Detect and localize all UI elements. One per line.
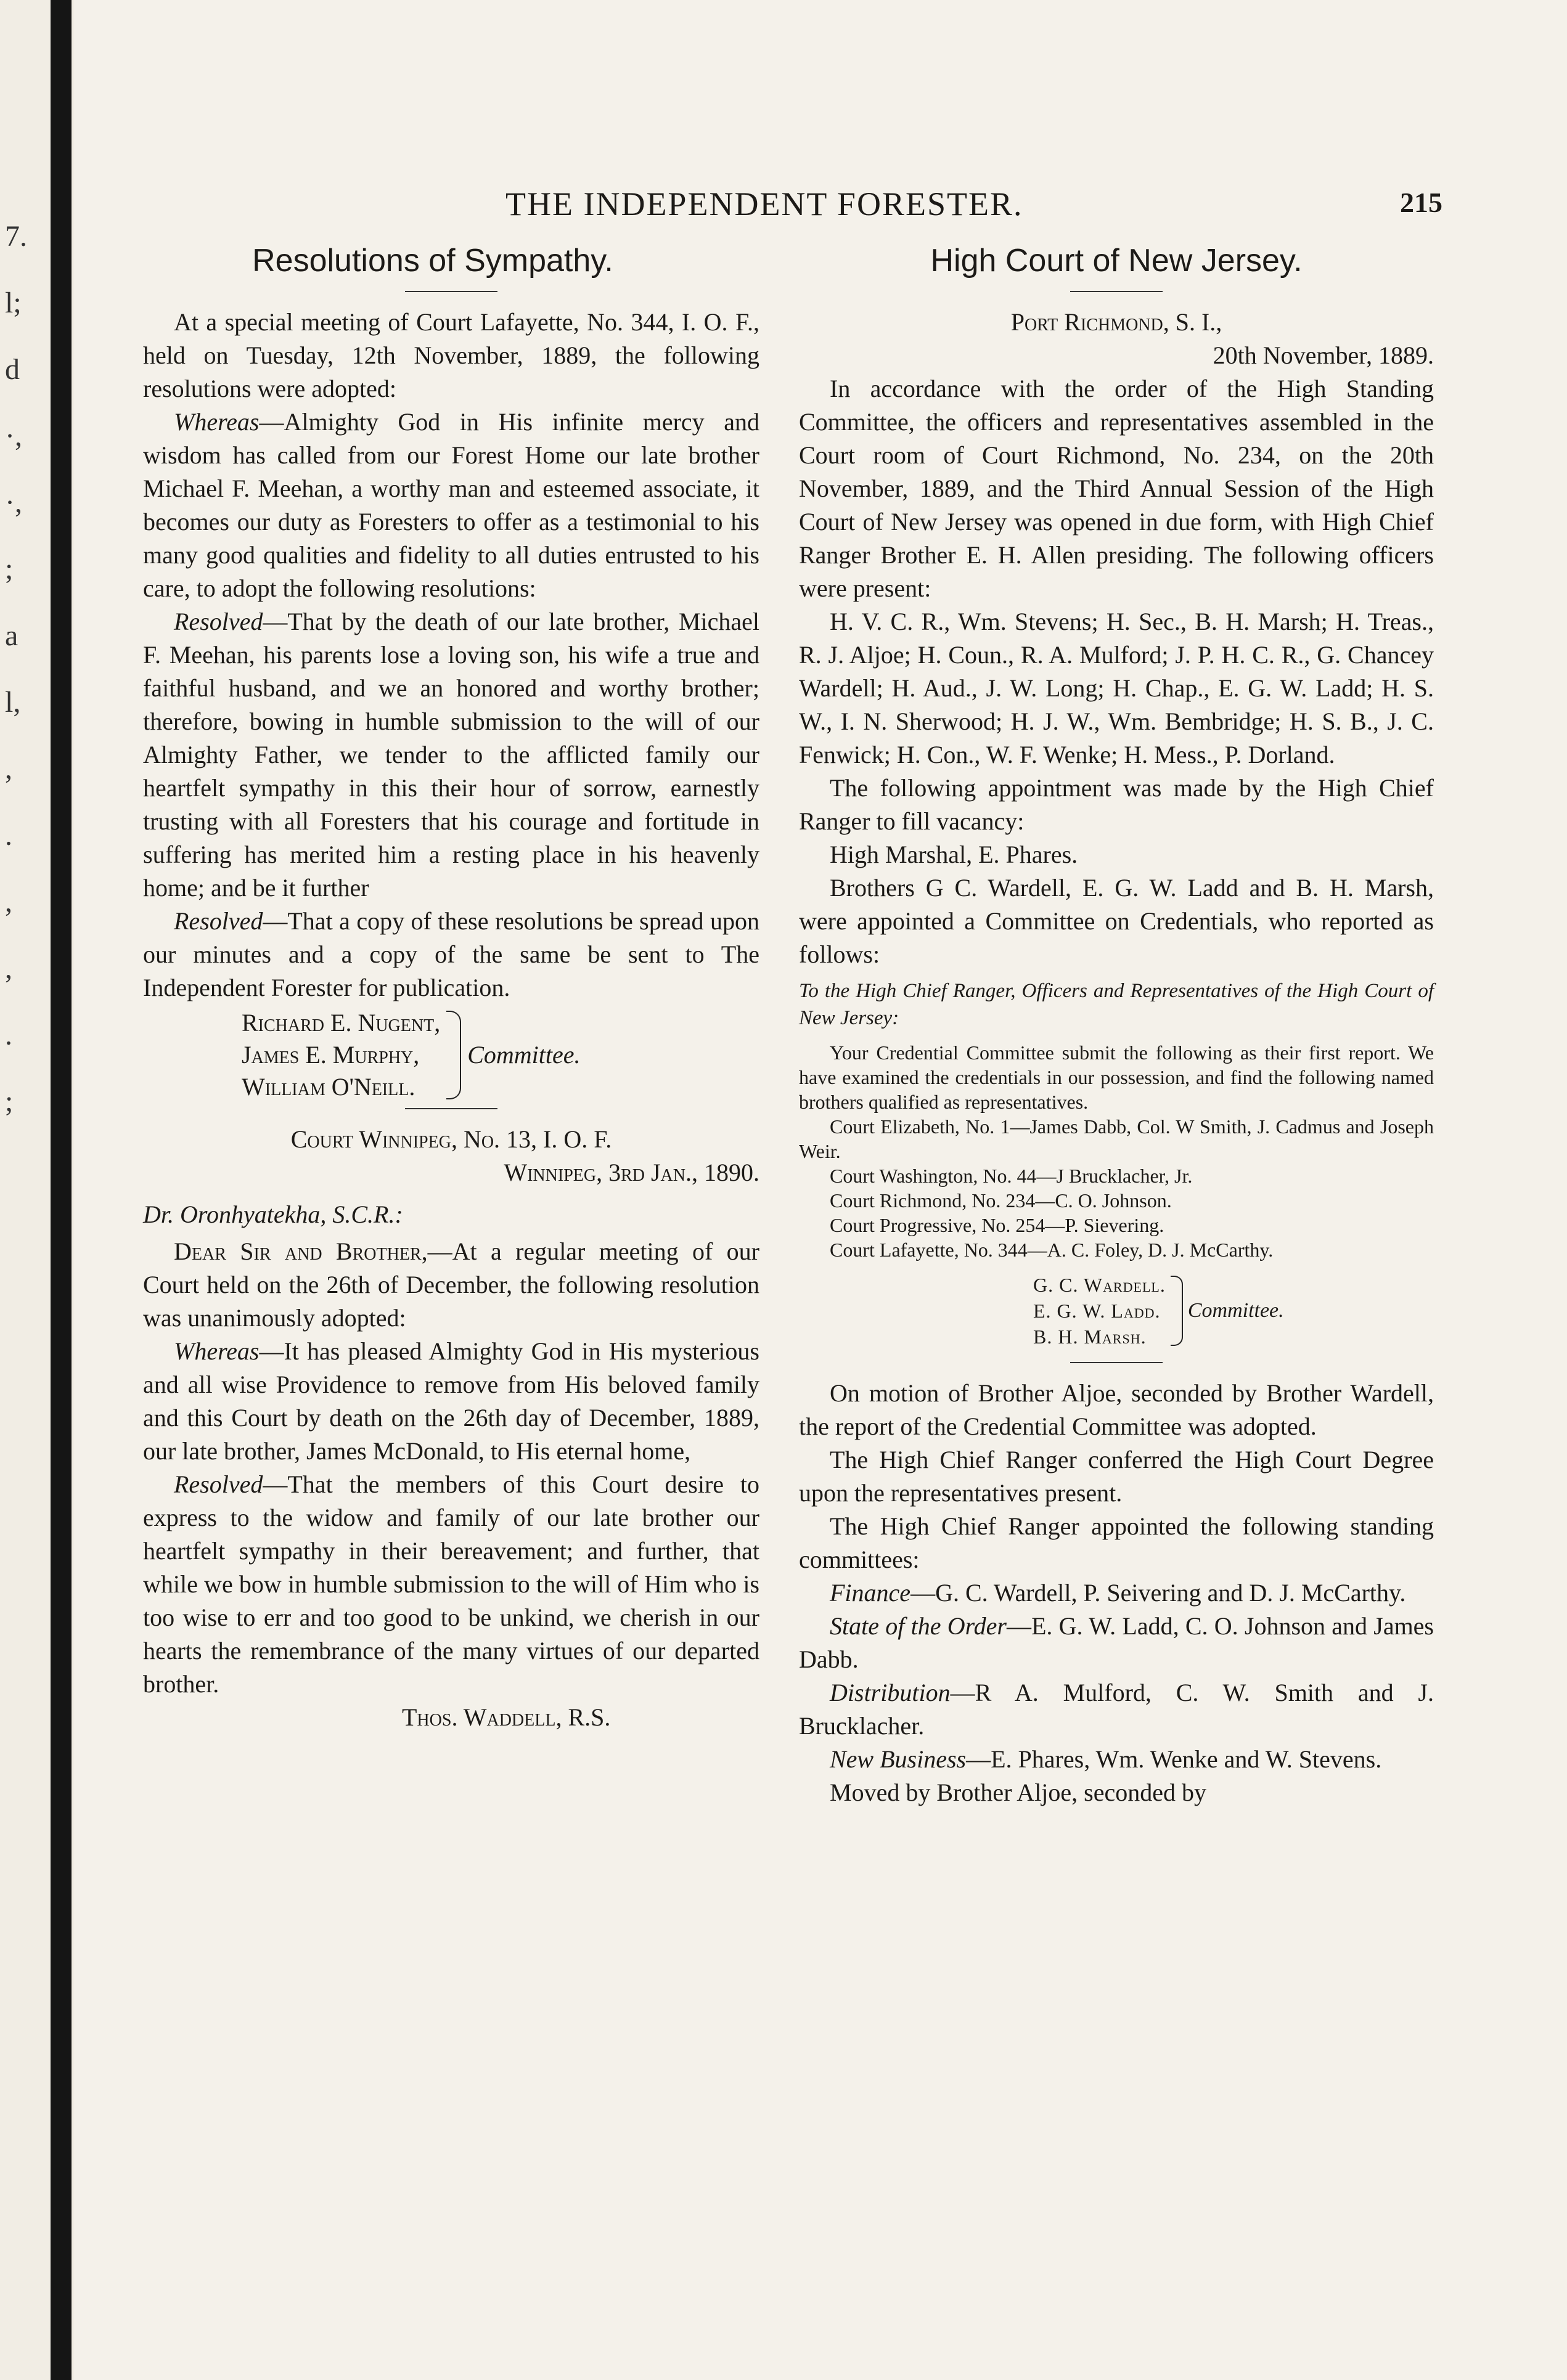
brace: [1171, 1276, 1183, 1346]
committee-name: Finance: [830, 1578, 911, 1607]
publication-title: THE INDEPENDENT FORESTER.: [505, 185, 1023, 222]
divider: [1070, 291, 1163, 292]
whereas-label: Whereas: [174, 1337, 260, 1365]
paragraph-text: —At a regular meeting of our Court held on the 26th of December, the following resolution was unanimously adopted:: [143, 1237, 759, 1332]
committee-entry: [799, 1610, 1434, 1676]
paragraph: [143, 1235, 759, 1335]
paragraph: The High Chief Ranger conferred the High Court Degree upon the representatives present.: [799, 1445, 1434, 1507]
committee-name: State of the Order: [830, 1612, 1007, 1640]
margin-mark: ;: [5, 553, 14, 585]
report-line: Court Richmond, No. 234—C. O. Johnson.: [830, 1189, 1172, 1212]
committee-name: Distribution: [830, 1678, 951, 1706]
committee-member: G. C. Wardell.: [1033, 1273, 1166, 1296]
paragraph: Brothers G C. Wardell, E. G. W. Ladd and B. H. Marsh, were appointed a Committee on Credentials, who reported as follows:: [799, 873, 1434, 968]
committee-signature: [242, 1007, 759, 1103]
paragraph: [143, 605, 759, 905]
divider: [405, 291, 497, 292]
paragraph: The High Chief Ranger appointed the following standing committees:: [799, 1512, 1434, 1573]
date: 20th November, 1889.: [1213, 341, 1434, 369]
committee-name: New Business: [830, 1745, 967, 1773]
paragraph-text: —It has pleased Almighty God in His mysterious and all wise Providence to remove from His beloved family and this Court by death on the 26th day of December, 1889, our late brother, James McDonald, to His eternal home,: [143, 1337, 759, 1465]
committee-names: [1033, 1272, 1166, 1350]
committee-entry: [799, 1743, 1434, 1776]
report-line: Court Washington, No. 44—J Brucklacher, Jr.: [830, 1164, 1193, 1187]
committee-members: —G. C. Wardell, P. Seivering and D. J. McCarthy.: [910, 1578, 1406, 1607]
margin-mark: .: [5, 1019, 12, 1051]
report-addressee: To the High Chief Ranger, Officers and Representatives of the High Court of New Jersey:: [799, 979, 1434, 1029]
margin-bleedthrough-marks: [5, 222, 48, 1154]
paragraph-text: —That a copy of these resolutions be spread upon our minutes and a copy of the same be sent to The Independent Forester for publication.: [143, 907, 759, 1001]
paragraph: [143, 1335, 759, 1468]
place: Port Richmond, S. I.,: [1010, 308, 1222, 336]
addressee: Dr. Oronhyatekha, S.C.R.:: [143, 1200, 403, 1228]
paragraph: Moved by Brother Aljoe, seconded by: [830, 1778, 1206, 1806]
committee-label: Committee.: [467, 1041, 581, 1069]
credential-committee-signature: [1033, 1272, 1434, 1350]
paragraph: High Marshal, E. Phares.: [830, 840, 1078, 868]
divider: [405, 1108, 497, 1109]
committee-entry: [799, 1576, 1434, 1610]
right-column: [799, 240, 1434, 1809]
margin-mark: ·,: [5, 420, 22, 452]
margin-mark: .: [5, 819, 12, 852]
paragraph: At a special meeting of Court Lafayette, No. 344, I. O. F., held on Tuesday, 12th November, 1889, the following resolutions were adopted:: [143, 308, 759, 402]
paragraph: [143, 405, 759, 605]
page-number: 215: [1400, 187, 1442, 218]
committee-members: —R A. Mulford, C. W. Smith and J. Brucklacher.: [799, 1678, 1434, 1740]
salutation: Dear Sir and Brother,: [174, 1237, 428, 1265]
court-heading: Court Winnipeg, No. 13, I. O. F.: [290, 1125, 612, 1153]
report-line: Court Lafayette, No. 344—A. C. Foley, D. J. McCarthy.: [830, 1238, 1274, 1261]
signature: Thos. Waddell, R.S.: [402, 1703, 611, 1731]
resolved-label: Resolved: [174, 1470, 263, 1498]
paragraph: [143, 905, 759, 1005]
section-heading: High Court of New Jersey.: [930, 243, 1303, 279]
report-line: Court Elizabeth, No. 1—James Dabb, Col. W Smith, J. Cadmus and Joseph Weir.: [799, 1115, 1434, 1162]
paragraph: On motion of Brother Aljoe, seconded by Brother Wardell, the report of the Credential Committee was adopted.: [799, 1379, 1434, 1440]
report-line: Court Progressive, No. 254—P. Sievering.: [830, 1213, 1164, 1236]
margin-mark: l,: [5, 686, 21, 719]
left-column: [143, 240, 759, 1734]
margin-mark: ·,: [5, 486, 22, 519]
committee-members: —E. Phares, Wm. Wenke and W. Stevens.: [966, 1745, 1382, 1773]
report-paragraph: Your Credential Committee submit the following as their first report. We have examined the credentials in our possession, and find the following named brothers qualified as representatives.: [799, 1041, 1434, 1113]
divider: [1070, 1362, 1163, 1363]
margin-mark: a: [5, 619, 18, 652]
place-date: Winnipeg, 3rd Jan., 1890.: [504, 1158, 759, 1186]
committee-member: William O'Neill.: [242, 1072, 415, 1101]
committee-members: —E. G. W. Ladd, C. O. Johnson and James Dabb.: [799, 1612, 1434, 1673]
resolved-label: Resolved: [174, 907, 263, 935]
margin-mark: ,: [5, 752, 12, 785]
section-heading: Resolutions of Sympathy.: [252, 243, 613, 279]
margin-mark: ;: [5, 1085, 14, 1118]
paragraph: The following appointment was made by the High Chief Ranger to fill vacancy:: [799, 773, 1434, 835]
committee-entry: [799, 1676, 1434, 1743]
paragraph: In accordance with the order of the High Standing Committee, the officers and representatives assembled in the Court room of Court Richmond, No. 234, on the 20th November, 1889, and the Third Annual Session of the High Court of New Jersey was opened in due form, with High Chief Ranger Brother E. H. Allen presiding. The following officers were present:: [799, 374, 1434, 602]
resolved-label: Resolved: [174, 607, 263, 635]
committee-names: [242, 1007, 440, 1103]
margin-mark: l;: [5, 287, 22, 319]
paragraph: [143, 1468, 759, 1701]
gutter-shadow: [51, 0, 72, 2380]
paragraph-text: —Almighty God in His infinite mercy and wisdom has called from our Forest Home our late brother Michael F. Meehan, a worthy man and esteemed associate, it becomes our duty as Foresters to offer as a testimonial to his many good qualities and fidelity to all duties entrusted to his care, to adopt the following resolutions:: [143, 407, 759, 602]
committee-member: Richard E. Nugent,: [242, 1008, 441, 1037]
committee-member: E. G. W. Ladd.: [1033, 1299, 1161, 1322]
committee-member: B. H. Marsh.: [1033, 1325, 1147, 1348]
paragraph: H. V. C. R., Wm. Stevens; H. Sec., B. H. Marsh; H. Treas., R. J. Aljoe; H. Coun., R. A. Mulford; J. P. H. C. R., G. Chancey Wardell; H. Aud., J. W. Long; H. Chap., E. G. W. Ladd; H. S. W., I. N. Sherwood; H. J. W., Wm. Bembridge; H. S. B., J. C. Fenwick; H. Con., W. F. Wenke; H. Mess., P. Dorland.: [799, 607, 1434, 768]
margin-mark: 7.: [5, 220, 27, 253]
margin-mark: ,: [5, 952, 12, 985]
running-head: [148, 185, 1442, 228]
committee-member: James E. Murphy,: [242, 1040, 420, 1069]
margin-mark: d: [5, 353, 20, 386]
paragraph-text: —That the members of this Court desire to express to the widow and family of our late brother our heartfelt sympathy in their bereavement; and further, that while we bow in humble submission to the will of Him who is too wise to err and too good to be unkind, we cherish in our hearts the remembrance of the many virtues of our departed brother.: [143, 1470, 759, 1698]
paragraph-text: —That by the death of our late brother, Michael F. Meehan, his parents lose a loving son, his wife a true and faithful husband, and we an honored and worthy brother; therefore, bowing in humble submission to the will of our Almighty Father, we tender to the afflicted family our heartfelt sympathy in this their hour of sorrow, earnestly trusting with all Foresters that his courage and fortitude in suffering has merited him a resting place in his heavenly home; and be it further: [143, 607, 759, 902]
committee-label: Committee.: [1187, 1298, 1284, 1322]
whereas-label: Whereas: [174, 407, 260, 436]
margin-mark: ,: [5, 886, 12, 918]
brace: [446, 1011, 461, 1099]
